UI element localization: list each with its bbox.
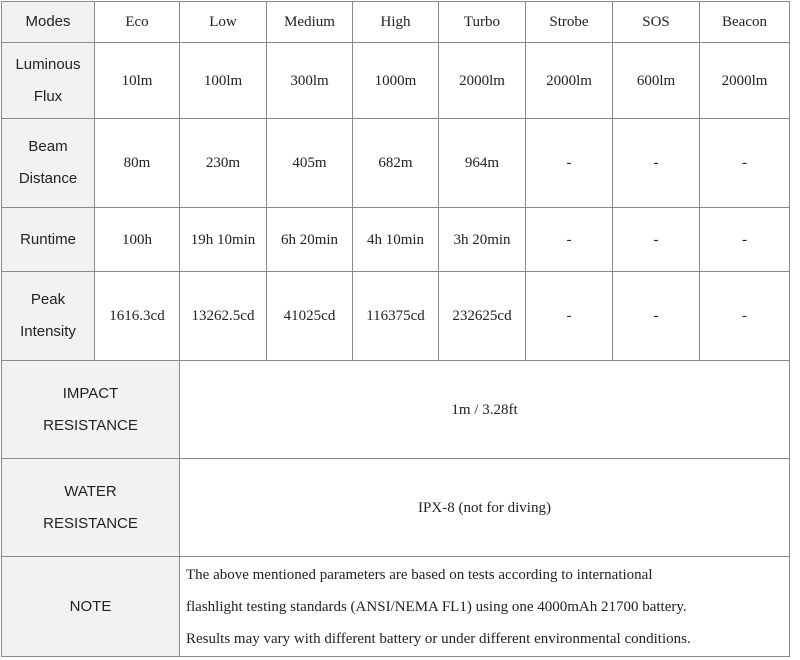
table-cell: - [613,272,700,361]
header-modes-label: Modes [2,2,95,43]
table-row-luminous-flux [2,43,790,119]
table-row-impact-resistance [2,361,790,459]
header-mode-high: High [353,2,439,43]
table-cell: 13262.5cd [180,272,267,361]
header-mode-low: Low [180,2,267,43]
header-mode-eco: Eco [95,2,180,43]
row-label-line: Runtime [20,230,76,248]
table-cell: - [700,208,790,272]
table-row-note [2,557,790,657]
row-label-line: RESISTANCE [43,416,138,434]
row-label-line: Distance [18,170,78,187]
table-cell: - [613,208,700,272]
table-cell: - [700,119,790,208]
note-line: The above mentioned parameters are based on tests according to international [186,566,653,583]
table-cell: - [700,272,790,361]
header-mode-sos: SOS [613,2,700,43]
row-label-line: Luminous [15,55,81,73]
header-mode-beacon: Beacon [700,2,790,43]
header-mode-turbo: Turbo [439,2,526,43]
table-cell: 300lm [267,43,353,119]
row-label-line: Peak [30,291,66,308]
table-cell: 6h 20min [267,208,353,272]
table-cell: 964m [439,119,526,208]
row-label-line: IMPACT [62,384,119,402]
table-cell: 3h 20min [439,208,526,272]
table-cell: 2000lm [700,43,790,119]
specifications-table [1,1,790,657]
table-row-beam-distance [2,119,790,208]
header-mode-medium: Medium [267,2,353,43]
table-cell: - [613,119,700,208]
row-label-runtime [2,208,95,272]
table-cell: 232625cd [439,272,526,361]
table-cell: 2000lm [526,43,613,119]
row-label-luminous-flux [2,43,95,119]
table-cell: 41025cd [267,272,353,361]
row-label-water-resistance [2,459,180,557]
table-cell: 80m [95,119,180,208]
note-text [180,557,790,657]
table-row-water-resistance [2,459,790,557]
row-label-impact-resistance [2,361,180,459]
row-label-line: Intensity [20,323,76,340]
table-row-runtime [2,208,790,272]
table-cell: 116375cd [353,272,439,361]
row-label-beam-distance [2,119,95,208]
table-cell: 100lm [180,43,267,119]
table-cell: - [526,208,613,272]
row-label-line: RESISTANCE [43,514,138,532]
water-resistance-value: IPX-8 (not for diving) [180,459,790,557]
row-label-line: WATER [64,482,117,500]
table-cell: 19h 10min [180,208,267,272]
note-line: Results may vary with different battery or under different environmental conditions. [186,630,691,647]
table-cell: 682m [353,119,439,208]
table-cell: 1000m [353,43,439,119]
table-cell: 4h 10min [353,208,439,272]
table-cell: 405m [267,119,353,208]
table-cell: 100h [95,208,180,272]
table-cell: - [526,119,613,208]
impact-resistance-value: 1m / 3.28ft [180,361,790,459]
note-line: flashlight testing standards (ANSI/NEMA FL1) using one 4000mAh 21700 battery. [186,598,687,615]
table-row-peak-intensity [2,272,790,361]
row-label-line: Beam [28,138,68,155]
table-header-row [2,2,790,43]
table-cell: - [526,272,613,361]
table-cell: 230m [180,119,267,208]
row-label-line: Flux [33,87,63,105]
header-mode-strobe: Strobe [526,2,613,43]
table-cell: 10lm [95,43,180,119]
table-cell: 2000lm [439,43,526,119]
table-cell: 1616.3cd [95,272,180,361]
row-label-note: NOTE [2,557,180,657]
row-label-peak-intensity [2,272,95,361]
table-cell: 600lm [613,43,700,119]
